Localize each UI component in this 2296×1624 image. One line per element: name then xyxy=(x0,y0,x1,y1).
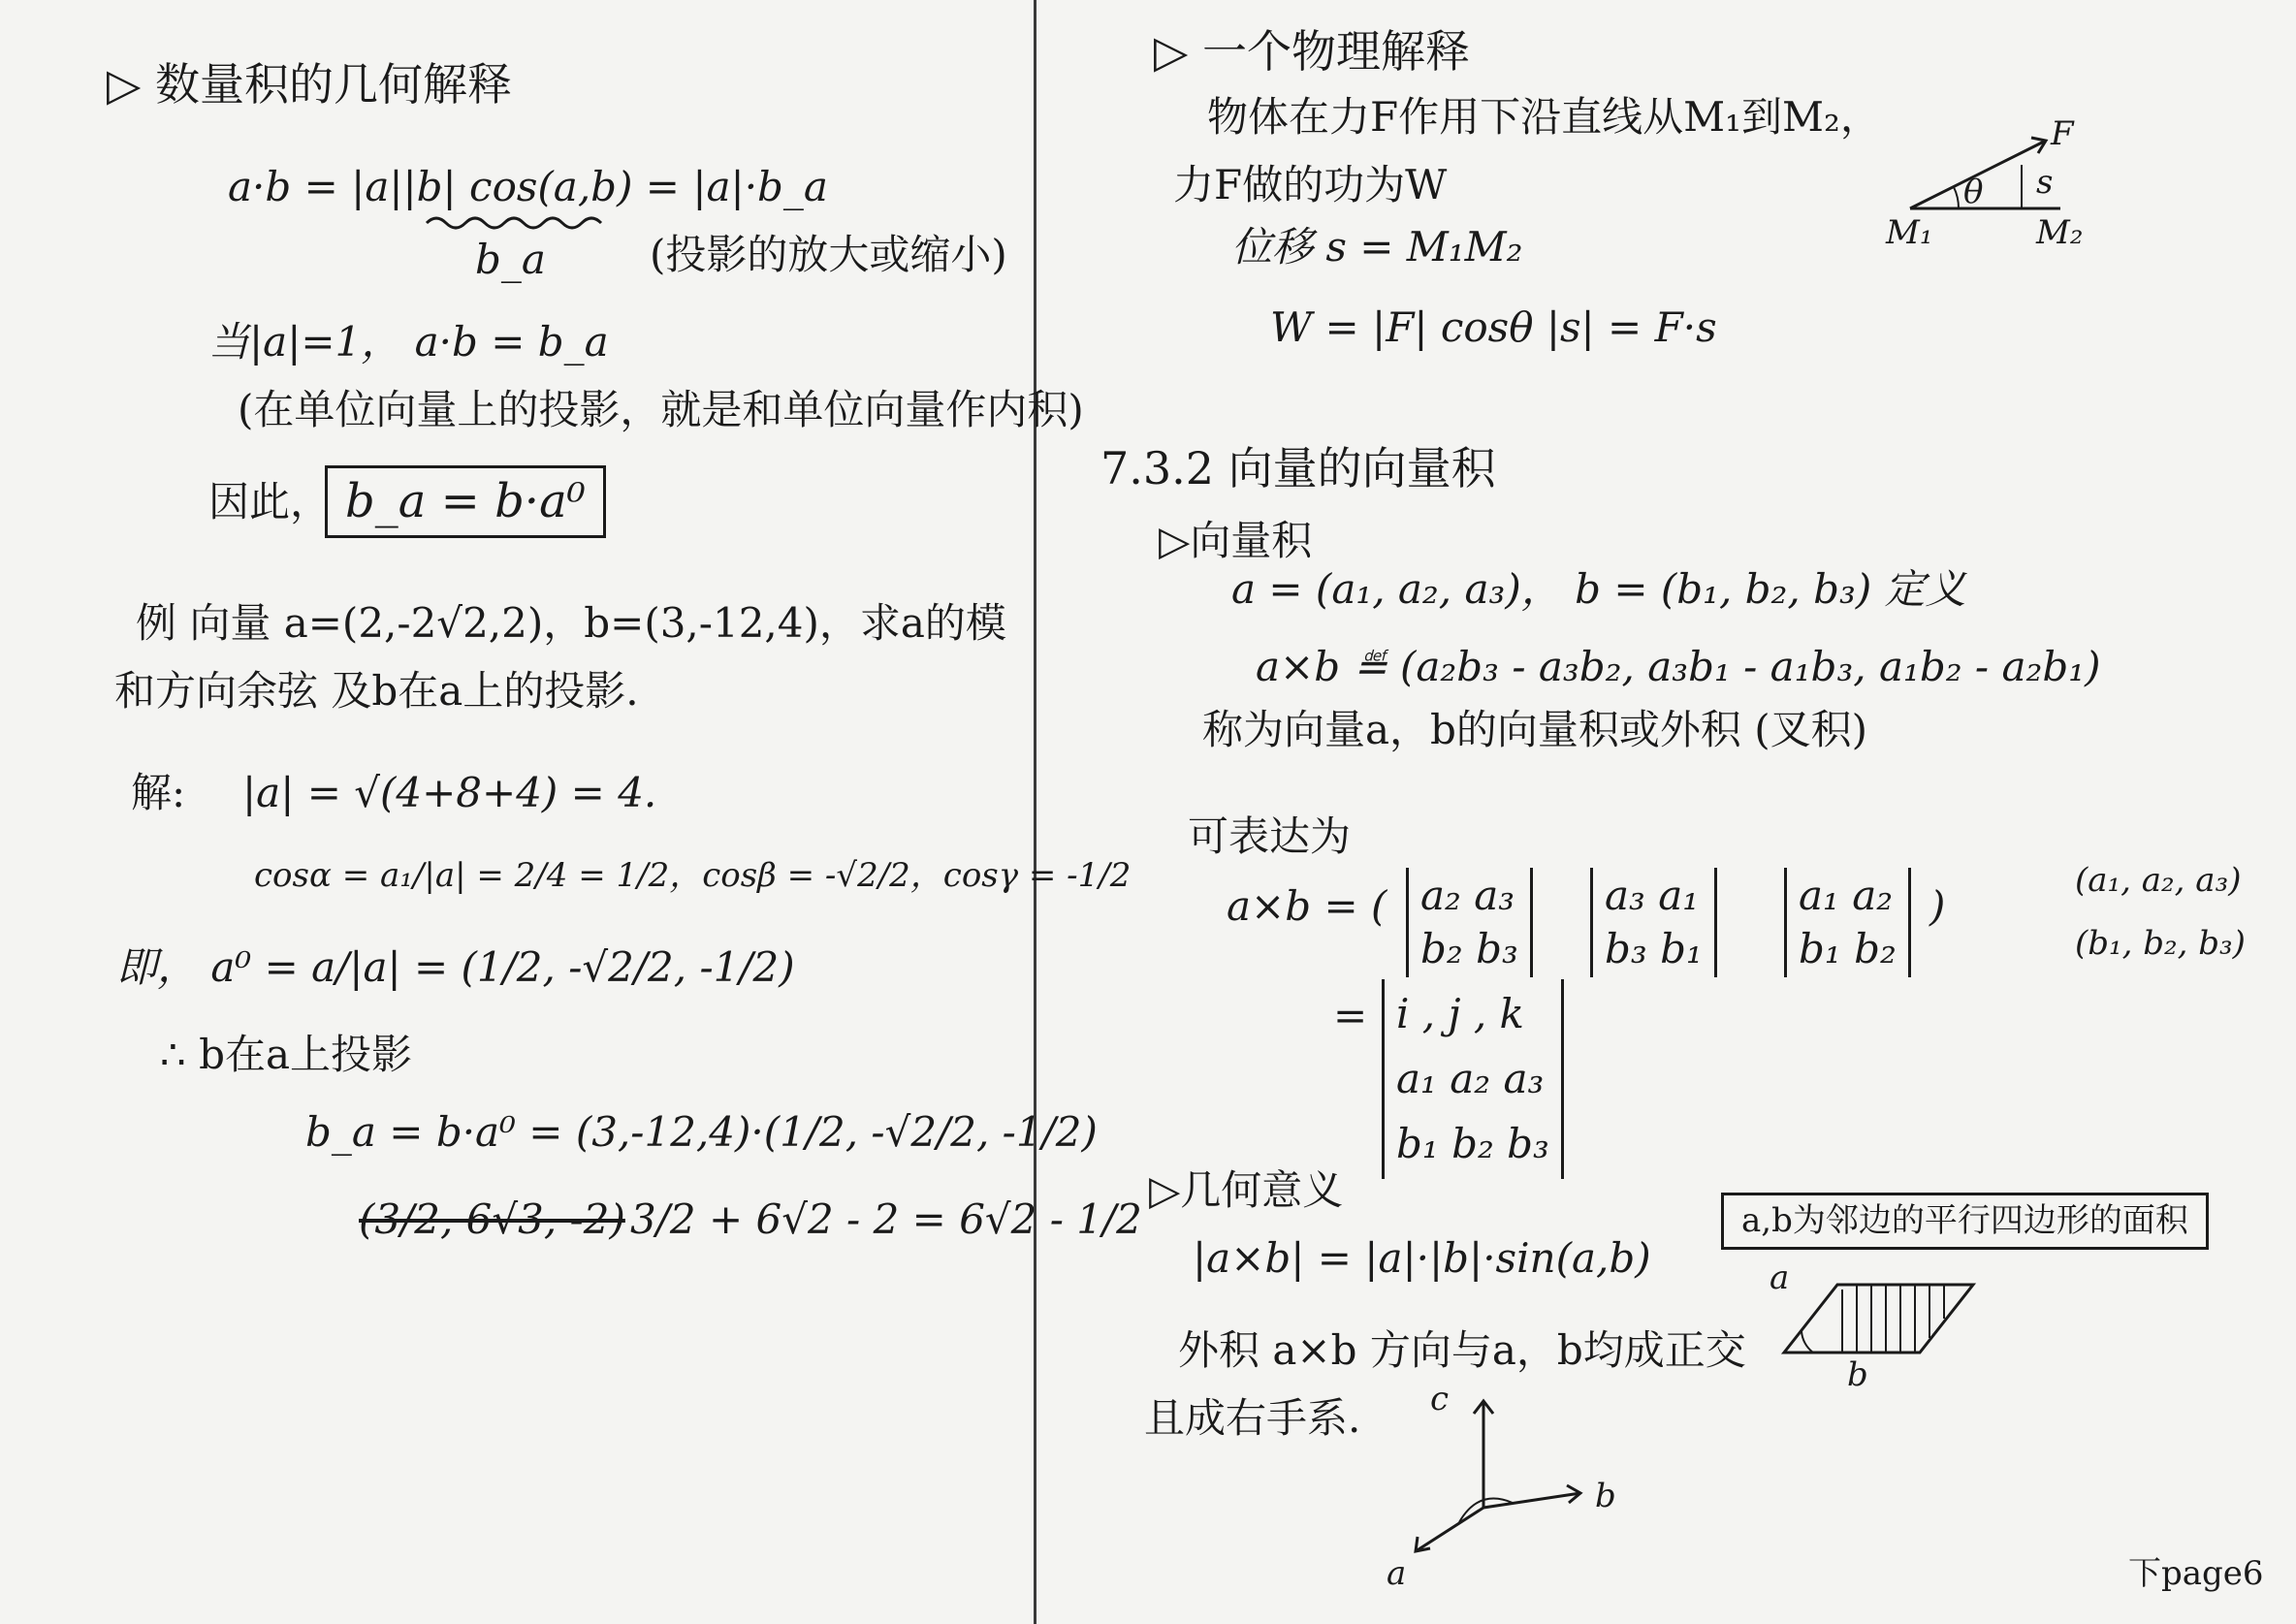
unit-case-note: (在单位向量上的投影，就是和单位向量作内积) xyxy=(238,386,1084,433)
solution-struck-result: (3/2, 6√3, -2) xyxy=(359,1195,625,1243)
determinant-2 xyxy=(1590,868,1717,977)
determinant-1 xyxy=(1406,868,1533,977)
big-det-row3: b₁ b₂ b₃ xyxy=(1396,1120,1549,1168)
formula-dot-product: a·b = |a||b| cos(a,b) = |a|·b_a xyxy=(228,163,828,210)
subsection-cross-product: ▷向量积 xyxy=(1159,517,1313,564)
example-statement-line2: 和方向余弦 及b在a上的投影. xyxy=(114,667,639,715)
solution-direction-cosines: cosα = a₁/|a| = 2/4 = 1/2，cosβ = -√2/2，cosγ = -1/2 xyxy=(254,856,1132,895)
big-det-row2: a₁ a₂ a₃ xyxy=(1396,1055,1545,1103)
det-rhs: ) xyxy=(1929,882,1946,930)
can-express-label: 可表达为 xyxy=(1188,812,1352,860)
right-hand-axes xyxy=(1396,1396,1610,1571)
solution-norm: |a| = √(4+8+4) = 4. xyxy=(242,769,657,816)
solution-label: 解: xyxy=(131,769,186,816)
solution-unit-vector: 即， a⁰ = a/|a| = (1/2, -√2/2, -1/2) xyxy=(116,943,795,991)
geometric-meaning-title: ▷几何意义 xyxy=(1149,1166,1344,1214)
orthogonal-note-line2: 且成右手系. xyxy=(1144,1394,1361,1442)
side-vector-b: (b₁, b₂, b₃) xyxy=(2075,924,2246,963)
work-formula: W = |F| cosθ |s| = F·s xyxy=(1270,303,1717,351)
axis-a-label: a xyxy=(1387,1554,1407,1593)
cross-product-name: 称为向量a，b的向量积或外积 (叉积) xyxy=(1202,706,1868,753)
axis-c-label: c xyxy=(1430,1380,1450,1418)
section-title-cross-product: 7.3.2 向量的向量积 xyxy=(1100,442,1496,494)
side-vector-a: (a₁, a₂, a₃) xyxy=(2075,861,2242,900)
det-lhs: a×b = ( xyxy=(1227,882,1387,930)
big-determinant xyxy=(1382,979,1564,1179)
cross-definition-line: a = (a₁, a₂, a₃)， b = (b₁, b₂, b₃) 定义 xyxy=(1231,565,1966,613)
section-title-geometric-meaning: ▷ 数量积的几何解释 xyxy=(107,58,512,111)
physics-line2: 力F做的功为W xyxy=(1173,161,1448,208)
axis-b-label: b xyxy=(1595,1477,1616,1515)
det2-row2: b₃ b₁ xyxy=(1605,924,1703,972)
page-number-note: 下page6 xyxy=(2128,1554,2264,1593)
cross-magnitude-formula: |a×b| = |a|·|b|·sin(a,b) xyxy=(1193,1234,1651,1282)
diagram-m2-label: M₂ xyxy=(2036,213,2084,252)
diagram-f-label: F xyxy=(2051,114,2074,153)
physics-line1: 物体在力F作用下沿直线从M₁到M₂， xyxy=(1207,93,1881,141)
cross-product-formula: a×b ≝ (a₂b₃ - a₃b₂, a₃b₁ - a₁b₃, a₁b₂ - a₂b₁) xyxy=(1256,643,2101,690)
page-divider xyxy=(1034,0,1036,1624)
wavy-underline xyxy=(427,213,601,233)
det1-row2: b₂ b₃ xyxy=(1420,924,1518,972)
physics-line3: 位移 s = M₁M₂ xyxy=(1231,223,1523,271)
diagram-s-label: s xyxy=(2036,163,2054,202)
equals-sign: = xyxy=(1333,992,1368,1039)
unit-case-formula: 当|a|=1， a·b = b_a xyxy=(208,318,609,366)
solution-final-result: 3/2 + 6√2 - 2 = 6√2 - 1/2 xyxy=(630,1195,1142,1243)
det1-row1: a₂ a₃ xyxy=(1420,872,1515,919)
det2-row1: a₃ a₁ xyxy=(1605,872,1700,919)
big-det-row1: i , j , k xyxy=(1396,990,1525,1037)
therefore-label: 因此， xyxy=(208,478,332,525)
solution-projection-formula: b_a = b·a⁰ = (3,-12,4)·(1/2, -√2/2, -1/2) xyxy=(305,1108,1098,1156)
solution-projection-label: ∴ b在a上投影 xyxy=(160,1031,412,1078)
det3-row2: b₁ b₂ xyxy=(1799,924,1897,972)
determinant-3 xyxy=(1784,868,1911,977)
diagram-theta-label: θ xyxy=(1963,173,1984,211)
parallelogram-figure xyxy=(1784,1280,1978,1357)
section-title-physical: ▷ 一个物理解释 xyxy=(1154,25,1470,78)
diagram-m1-label: M₁ xyxy=(1886,213,1933,252)
formula-underline-label: b_a xyxy=(475,236,546,283)
boxed-projection-formula: b_a = b·a⁰ xyxy=(325,465,606,538)
parallelogram-label-a: a xyxy=(1770,1258,1790,1297)
projection-note: (投影的放大或缩小) xyxy=(650,231,1007,278)
orthogonal-note-line1: 外积 a×b 方向与a，b均成正交 xyxy=(1178,1326,1746,1374)
parallelogram-area-note: a,b为邻边的平行四边形的面积 xyxy=(1721,1193,2209,1250)
parallelogram-label-b: b xyxy=(1847,1355,1868,1394)
det3-row1: a₁ a₂ xyxy=(1799,872,1894,919)
example-statement-line1: 例 向量 a=(2,-2√2,2)，b=(3,-12,4)，求a的模 xyxy=(136,599,1006,647)
